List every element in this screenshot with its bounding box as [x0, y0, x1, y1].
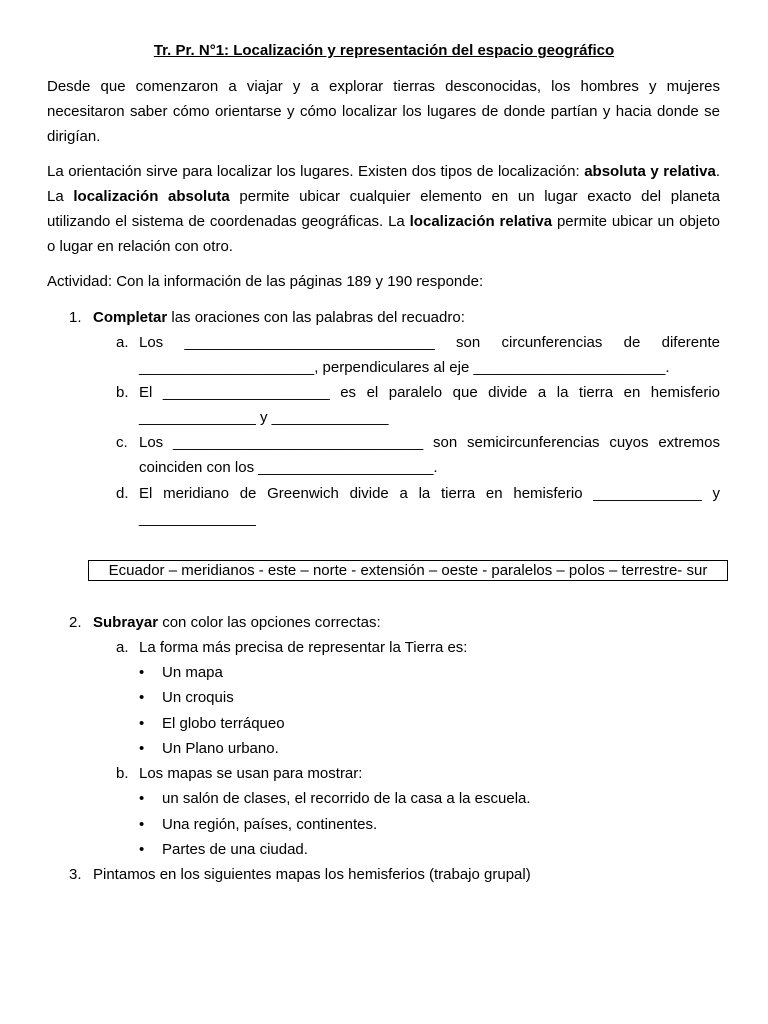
q2-a-option-3: El globo terráqueo	[162, 715, 285, 732]
document-title: Tr. Pr. N°1: Localización y representación del espacio geográfico	[153, 42, 615, 59]
q1-rest: las oraciones con las palabras del recuadro:	[167, 309, 465, 326]
para2-text-3: permite ubicar cualquier elemento en un lugar exacto del planeta utilizando el sistema de coordenadas geográficas. La	[47, 188, 720, 230]
q1-c-line-1: Los ______________________________ son semicircunferencias cuyos extremos	[139, 434, 720, 451]
q2-b-text: Los mapas se usan para mostrar:	[139, 765, 363, 782]
q2-b-option-2: Una región, países, continentes.	[162, 816, 378, 833]
para2-bold-absolute: localización absoluta	[73, 188, 230, 205]
q1-a-label: a.	[116, 334, 129, 351]
q1-instruction	[93, 305, 465, 330]
q2-a-option-1: Un mapa	[162, 664, 223, 681]
para2-text-4: permite ubicar un objeto o lugar en relación con otro.	[47, 213, 720, 255]
q1-a-line-1: Los ______________________________ son circunferencias de diferente	[139, 334, 720, 351]
bullet-icon: •	[139, 790, 145, 807]
q1-b-line-2: ______________ y ______________	[139, 409, 389, 426]
q1-d-line-1: El meridiano de Greenwich divide a la tierra en hemisferio _____________ y	[139, 485, 720, 502]
q2-a-option-2: Un croquis	[162, 689, 234, 706]
word-bank-box: Ecuador – meridianos - este – norte - extensión – oeste - paralelos – polos – terrestre- sur	[88, 560, 728, 581]
para2-text-1: La orientación sirve para localizar los lugares. Existen dos tipos de localización:	[47, 163, 585, 180]
q1-c-label: c.	[116, 434, 128, 451]
q2-b-label: b.	[116, 765, 129, 782]
q2-rest: con color las opciones correctas:	[158, 614, 381, 631]
q2-bold: Subrayar	[93, 614, 159, 631]
q3-text: Pintamos en los siguientes mapas los hemisferios (trabajo grupal)	[93, 866, 531, 883]
bullet-icon: •	[139, 740, 145, 757]
para2-bold-relative: localización relativa	[409, 213, 553, 230]
bullet-icon: •	[139, 664, 145, 681]
q1-d-label: d.	[116, 485, 129, 502]
q2-number: 2.	[69, 614, 82, 631]
q1-b-label: b.	[116, 384, 129, 401]
orientation-paragraph	[47, 159, 720, 259]
para2-bold-types: absoluta y relativa	[584, 163, 716, 180]
q1-c-line-2: coinciden con los _____________________.	[139, 459, 438, 476]
q2-a-text: La forma más precisa de representar la Tierra es:	[139, 639, 468, 656]
bullet-icon: •	[139, 715, 145, 732]
q2-b-option-1: un salón de clases, el recorrido de la casa a la escuela.	[162, 790, 531, 807]
intro-paragraph: Desde que comenzaron a viajar y a explorar tierras desconocidas, los hombres y mujeres necesitaron saber cómo orientarse y cómo localizar los lugares de donde partían y hacia donde se dirigían.	[47, 78, 720, 145]
q1-d-line-2: ______________	[139, 510, 256, 527]
q1-number: 1.	[69, 309, 82, 326]
q1-a-line-2: _____________________, perpendiculares al eje _______________________.	[139, 359, 670, 376]
q1-bold: Completar	[93, 309, 168, 326]
para2-text-2: . La	[47, 163, 720, 205]
q1-b-line-1: El ____________________ es el paralelo que divide a la tierra en hemisferio	[139, 384, 720, 401]
q2-b-option-3: Partes de una ciudad.	[162, 841, 308, 858]
q2-a-option-4: Un Plano urbano.	[162, 740, 279, 757]
bullet-icon: •	[139, 689, 145, 706]
bullet-icon: •	[139, 841, 145, 858]
q3-number: 3.	[69, 866, 82, 883]
bullet-icon: •	[139, 816, 145, 833]
q2-a-label: a.	[116, 639, 129, 656]
activity-instruction: Actividad: Con la información de las páginas 189 y 190 responde:	[47, 273, 484, 290]
q2-instruction	[93, 610, 381, 635]
